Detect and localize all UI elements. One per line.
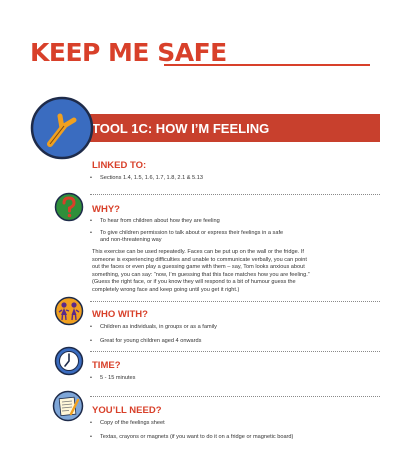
why-bullet-continuation: and non-threatening way bbox=[100, 237, 162, 243]
paragraph-line: out the faces or even play a guessing game with them – say, Tom looks anxious about bbox=[92, 264, 305, 271]
why-bullet: • To give children permission to talk about or express their feelings in a safe bbox=[100, 230, 283, 236]
who-bullet: • Children as individuals, in groups or as a family bbox=[100, 324, 217, 330]
question-mark-icon bbox=[54, 192, 84, 222]
paragraph-line: (Guess the right face, or if you know they will respond to a bit of humour guess the bbox=[92, 279, 296, 286]
divider bbox=[90, 194, 380, 195]
paragraph-line: someone is experiencing difficulties and unable to communicate verbally, you can point bbox=[92, 256, 307, 263]
paragraph-line: completely wrong face and keep going until you get it right.) bbox=[92, 286, 240, 293]
notepad-pencil-icon bbox=[52, 390, 84, 422]
page-title: TOOL 1C: HOW I’M FEELING bbox=[92, 121, 270, 136]
children-icon bbox=[54, 296, 84, 326]
wrench-icon bbox=[30, 96, 94, 160]
who-bullet: • Great for young children aged 4 onwards bbox=[100, 338, 201, 344]
who-heading: WHO WITH? bbox=[92, 309, 148, 320]
divider bbox=[90, 396, 380, 397]
divider bbox=[90, 301, 380, 302]
time-heading: TIME? bbox=[92, 360, 121, 371]
linked-heading: LINKED TO: bbox=[92, 160, 147, 171]
why-paragraph bbox=[92, 249, 310, 295]
need-heading: YOU’LL NEED? bbox=[92, 405, 162, 416]
time-bullet: • 5 - 15 minutes bbox=[100, 375, 135, 381]
why-heading: WHY? bbox=[92, 204, 120, 215]
clock-icon bbox=[54, 346, 84, 376]
why-bullet: • To hear from children about how they are feeling bbox=[100, 218, 220, 224]
paragraph-line: something, you can say: “now, I’m guessing that this face matches how you are feeling.” bbox=[92, 271, 310, 278]
need-bullet: • Textas, crayons or magnets (if you want to do it on a fridge or magnetic board) bbox=[100, 434, 293, 440]
divider bbox=[90, 351, 380, 352]
linked-bullet: • Sections 1.4, 1.5, 1.6, 1.7, 1.8, 2.1 & 5.13 bbox=[100, 175, 203, 181]
logo: KEEP ME SAFE bbox=[30, 38, 227, 67]
need-bullet: • Copy of the feelings sheet bbox=[100, 420, 165, 426]
logo-underline bbox=[164, 64, 370, 66]
paragraph-line: This exercise can be used repeatedly. Faces can be put up on the wall or the fridge. If bbox=[92, 249, 304, 255]
